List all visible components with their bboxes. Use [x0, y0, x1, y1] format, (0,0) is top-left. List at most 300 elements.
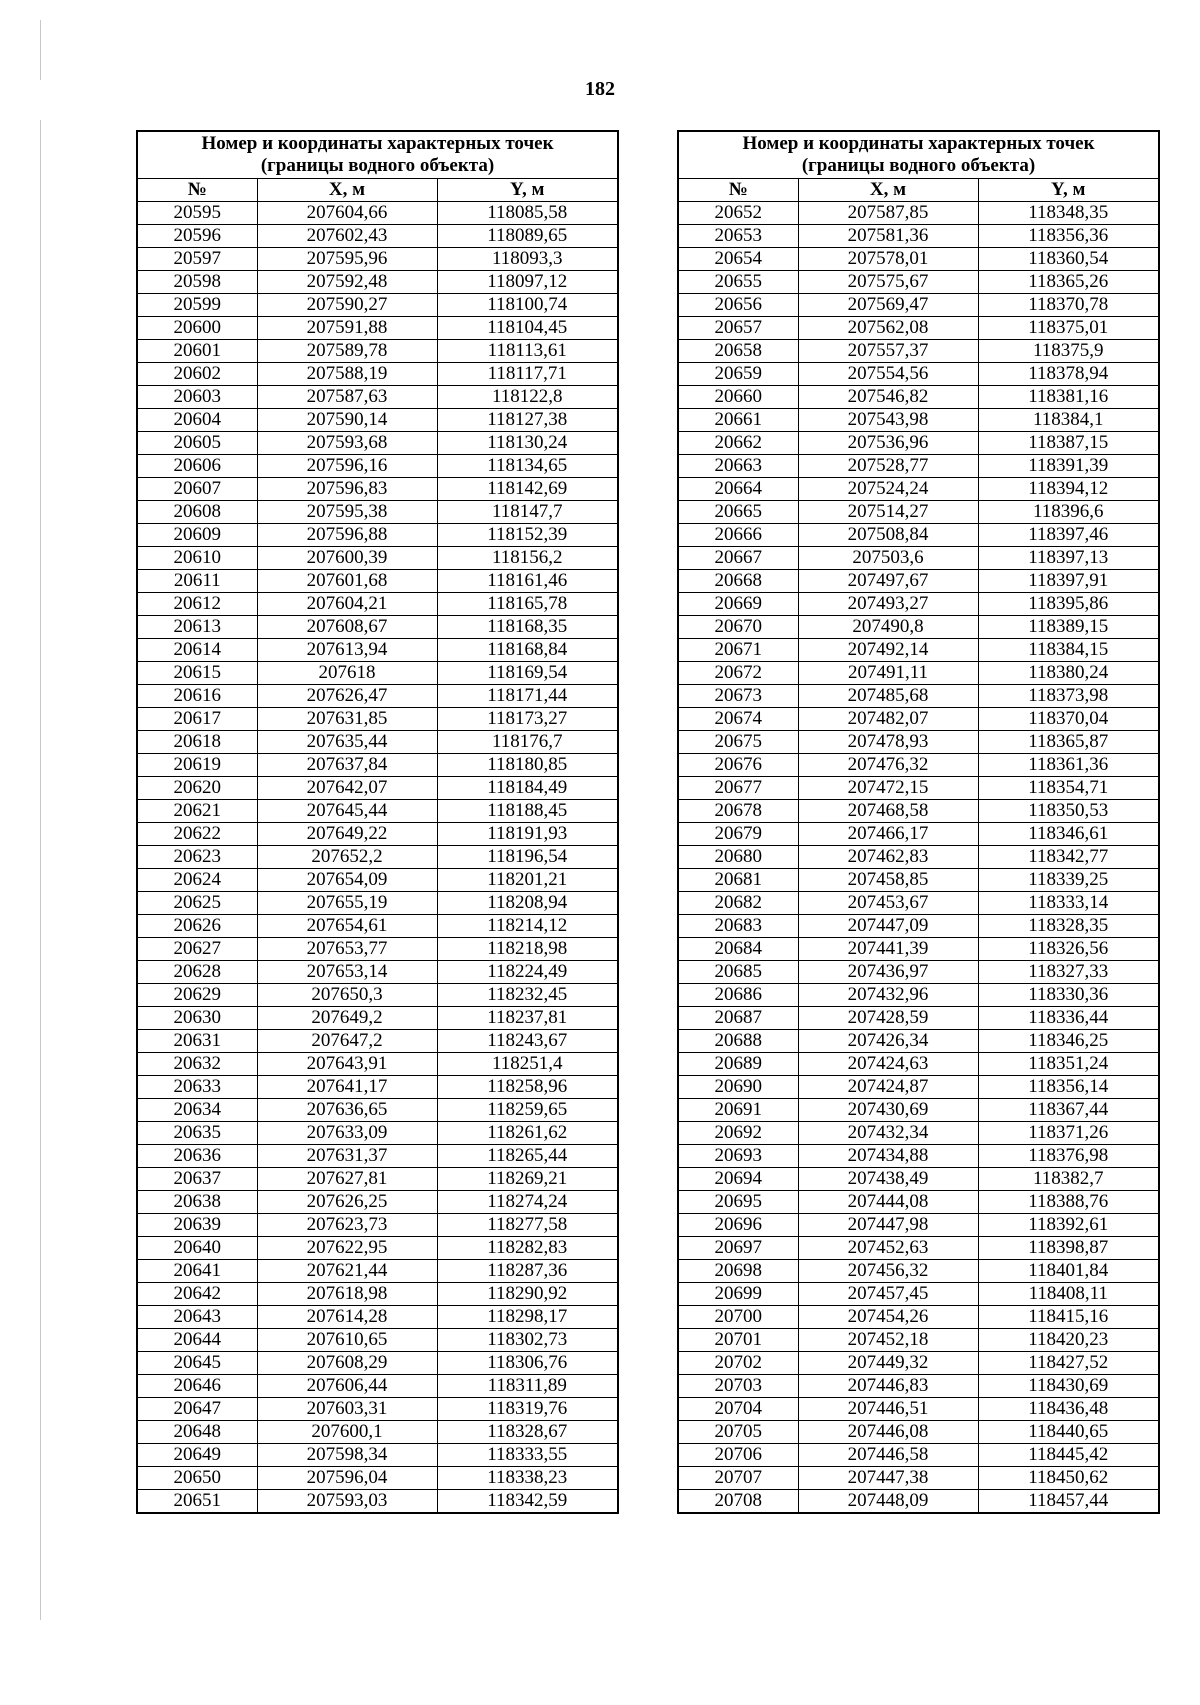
cell-y: 118176,7 — [437, 731, 618, 754]
cell-x: 207457,45 — [798, 1283, 978, 1306]
table-row — [678, 202, 1159, 225]
table-row — [137, 754, 618, 777]
cell-number: 20685 — [678, 961, 798, 984]
cell-number: 20699 — [678, 1283, 798, 1306]
cell-y: 118328,35 — [978, 915, 1159, 938]
table-row — [678, 777, 1159, 800]
cell-number: 20605 — [137, 432, 257, 455]
table-row — [678, 1306, 1159, 1329]
cell-number: 20612 — [137, 593, 257, 616]
cell-y: 118208,94 — [437, 892, 618, 915]
table-row — [137, 869, 618, 892]
table-row — [678, 294, 1159, 317]
cell-y: 118365,26 — [978, 271, 1159, 294]
cell-x: 207642,07 — [257, 777, 437, 800]
table-row — [678, 1168, 1159, 1191]
cell-x: 207596,88 — [257, 524, 437, 547]
table-row — [678, 271, 1159, 294]
cell-y: 118258,96 — [437, 1076, 618, 1099]
cell-y: 118389,15 — [978, 616, 1159, 639]
cell-number: 20672 — [678, 662, 798, 685]
cell-x: 207647,2 — [257, 1030, 437, 1053]
table-row — [137, 1168, 618, 1191]
cell-y: 118113,61 — [437, 340, 618, 363]
cell-x: 207446,51 — [798, 1398, 978, 1421]
table-row — [678, 225, 1159, 248]
cell-number: 20628 — [137, 961, 257, 984]
cell-y: 118265,44 — [437, 1145, 618, 1168]
cell-x: 207654,09 — [257, 869, 437, 892]
cell-y: 118261,62 — [437, 1122, 618, 1145]
cell-x: 207514,27 — [798, 501, 978, 524]
cell-y: 118100,74 — [437, 294, 618, 317]
coordinates-table-left — [136, 130, 619, 1514]
table-row — [678, 409, 1159, 432]
cell-number: 20687 — [678, 1007, 798, 1030]
cell-y: 118134,65 — [437, 455, 618, 478]
caption-line-1: Номер и координаты характерных точек — [201, 133, 554, 154]
table-row — [678, 1145, 1159, 1168]
cell-number: 20657 — [678, 317, 798, 340]
cell-number: 20693 — [678, 1145, 798, 1168]
cell-number: 20639 — [137, 1214, 257, 1237]
table-row — [678, 846, 1159, 869]
table-row — [137, 340, 618, 363]
cell-y: 118180,85 — [437, 754, 618, 777]
cell-number: 20634 — [137, 1099, 257, 1122]
table-row — [678, 317, 1159, 340]
table-row — [137, 1191, 618, 1214]
cell-x: 207458,85 — [798, 869, 978, 892]
cell-x: 207430,69 — [798, 1099, 978, 1122]
column-header-x: X, м — [257, 179, 437, 202]
cell-number: 20632 — [137, 1053, 257, 1076]
table-row — [137, 800, 618, 823]
cell-y: 118302,73 — [437, 1329, 618, 1352]
cell-x: 207546,82 — [798, 386, 978, 409]
table-row — [678, 432, 1159, 455]
table-row — [678, 478, 1159, 501]
cell-y: 118232,45 — [437, 984, 618, 1007]
cell-number: 20597 — [137, 248, 257, 271]
table-row — [678, 1375, 1159, 1398]
cell-y: 118188,45 — [437, 800, 618, 823]
cell-y: 118378,94 — [978, 363, 1159, 386]
cell-x: 207641,17 — [257, 1076, 437, 1099]
cell-x: 207600,39 — [257, 547, 437, 570]
cell-number: 20619 — [137, 754, 257, 777]
cell-y: 118142,69 — [437, 478, 618, 501]
table-body — [678, 202, 1159, 1514]
cell-y: 118328,67 — [437, 1421, 618, 1444]
cell-number: 20621 — [137, 800, 257, 823]
table-row — [678, 1191, 1159, 1214]
table-row — [137, 1306, 618, 1329]
cell-y: 118373,98 — [978, 685, 1159, 708]
cell-y: 118375,01 — [978, 317, 1159, 340]
cell-x: 207441,39 — [798, 938, 978, 961]
page-number: 182 — [585, 78, 615, 100]
table-row — [678, 616, 1159, 639]
cell-y: 118330,36 — [978, 984, 1159, 1007]
cell-number: 20623 — [137, 846, 257, 869]
cell-y: 118365,87 — [978, 731, 1159, 754]
table-row — [137, 938, 618, 961]
cell-x: 207608,67 — [257, 616, 437, 639]
cell-y: 118376,98 — [978, 1145, 1159, 1168]
cell-y: 118392,61 — [978, 1214, 1159, 1237]
cell-y: 118117,71 — [437, 363, 618, 386]
cell-y: 118427,52 — [978, 1352, 1159, 1375]
table-row — [137, 248, 618, 271]
cell-x: 207446,58 — [798, 1444, 978, 1467]
cell-x: 207536,96 — [798, 432, 978, 455]
table-row — [137, 1122, 618, 1145]
column-header-y: Y, м — [437, 179, 618, 202]
cell-number: 20647 — [137, 1398, 257, 1421]
cell-x: 207604,21 — [257, 593, 437, 616]
table-body — [137, 202, 618, 1514]
cell-y: 118147,7 — [437, 501, 618, 524]
cell-number: 20689 — [678, 1053, 798, 1076]
cell-x: 207587,63 — [257, 386, 437, 409]
cell-y: 118290,92 — [437, 1283, 618, 1306]
cell-number: 20649 — [137, 1444, 257, 1467]
cell-number: 20659 — [678, 363, 798, 386]
cell-number: 20599 — [137, 294, 257, 317]
cell-y: 118152,39 — [437, 524, 618, 547]
cell-y: 118089,65 — [437, 225, 618, 248]
cell-y: 118338,23 — [437, 1467, 618, 1490]
cell-y: 118391,39 — [978, 455, 1159, 478]
cell-number: 20607 — [137, 478, 257, 501]
table-row — [137, 777, 618, 800]
cell-y: 118085,58 — [437, 202, 618, 225]
cell-number: 20645 — [137, 1352, 257, 1375]
cell-number: 20707 — [678, 1467, 798, 1490]
table-row — [678, 1467, 1159, 1490]
cell-x: 207589,78 — [257, 340, 437, 363]
cell-number: 20705 — [678, 1421, 798, 1444]
cell-x: 207653,77 — [257, 938, 437, 961]
cell-x: 207650,3 — [257, 984, 437, 1007]
cell-y: 118348,35 — [978, 202, 1159, 225]
cell-x: 207454,26 — [798, 1306, 978, 1329]
cell-y: 118408,11 — [978, 1283, 1159, 1306]
cell-x: 207432,96 — [798, 984, 978, 1007]
table-row — [678, 800, 1159, 823]
cell-number: 20677 — [678, 777, 798, 800]
cell-x: 207436,97 — [798, 961, 978, 984]
table-row — [137, 616, 618, 639]
cell-x: 207485,68 — [798, 685, 978, 708]
cell-x: 207452,63 — [798, 1237, 978, 1260]
table-row — [678, 1076, 1159, 1099]
table-row — [137, 708, 618, 731]
cell-number: 20640 — [137, 1237, 257, 1260]
cell-x: 207446,08 — [798, 1421, 978, 1444]
cell-number: 20614 — [137, 639, 257, 662]
table-row — [137, 386, 618, 409]
cell-number: 20606 — [137, 455, 257, 478]
cell-x: 207447,98 — [798, 1214, 978, 1237]
table-row — [678, 1444, 1159, 1467]
cell-y: 118161,46 — [437, 570, 618, 593]
cell-x: 207554,56 — [798, 363, 978, 386]
cell-x: 207595,38 — [257, 501, 437, 524]
cell-x: 207575,67 — [798, 271, 978, 294]
cell-number: 20631 — [137, 1030, 257, 1053]
cell-y: 118168,84 — [437, 639, 618, 662]
cell-number: 20604 — [137, 409, 257, 432]
table-row — [678, 685, 1159, 708]
table-row — [137, 1260, 618, 1283]
table-row — [678, 892, 1159, 915]
cell-y: 118350,53 — [978, 800, 1159, 823]
table-row — [678, 708, 1159, 731]
coordinates-table-right — [677, 130, 1160, 1514]
cell-number: 20676 — [678, 754, 798, 777]
table-row — [137, 1375, 618, 1398]
cell-number: 20658 — [678, 340, 798, 363]
table-row — [678, 1237, 1159, 1260]
cell-number: 20600 — [137, 317, 257, 340]
table-row — [678, 455, 1159, 478]
table-row — [678, 1490, 1159, 1514]
cell-number: 20698 — [678, 1260, 798, 1283]
table-row — [137, 1145, 618, 1168]
cell-number: 20608 — [137, 501, 257, 524]
caption-line-2: (границы водного объекта) — [801, 155, 1036, 176]
cell-number: 20688 — [678, 1030, 798, 1053]
cell-number: 20669 — [678, 593, 798, 616]
cell-y: 118237,81 — [437, 1007, 618, 1030]
cell-x: 207608,29 — [257, 1352, 437, 1375]
table-row — [678, 1053, 1159, 1076]
cell-y: 118371,26 — [978, 1122, 1159, 1145]
cell-number: 20622 — [137, 823, 257, 846]
table-row — [137, 1076, 618, 1099]
cell-number: 20682 — [678, 892, 798, 915]
cell-number: 20661 — [678, 409, 798, 432]
table-row — [137, 846, 618, 869]
cell-x: 207424,63 — [798, 1053, 978, 1076]
table-row — [137, 455, 618, 478]
cell-number: 20613 — [137, 616, 257, 639]
cell-number: 20627 — [137, 938, 257, 961]
cell-y: 118327,33 — [978, 961, 1159, 984]
cell-y: 118277,58 — [437, 1214, 618, 1237]
cell-y: 118298,17 — [437, 1306, 618, 1329]
cell-x: 207631,85 — [257, 708, 437, 731]
cell-number: 20602 — [137, 363, 257, 386]
cell-x: 207592,48 — [257, 271, 437, 294]
cell-number: 20700 — [678, 1306, 798, 1329]
cell-number: 20652 — [678, 202, 798, 225]
cell-number: 20695 — [678, 1191, 798, 1214]
cell-x: 207578,01 — [798, 248, 978, 271]
cell-number: 20667 — [678, 547, 798, 570]
table-row — [137, 1030, 618, 1053]
cell-number: 20615 — [137, 662, 257, 685]
table-row — [678, 731, 1159, 754]
column-header-x: X, м — [798, 179, 978, 202]
cell-x: 207652,2 — [257, 846, 437, 869]
cell-x: 207476,32 — [798, 754, 978, 777]
cell-y: 118130,24 — [437, 432, 618, 455]
table-row — [137, 1214, 618, 1237]
cell-number: 20701 — [678, 1329, 798, 1352]
cell-x: 207631,37 — [257, 1145, 437, 1168]
table-row — [137, 271, 618, 294]
cell-number: 20690 — [678, 1076, 798, 1099]
cell-x: 207432,34 — [798, 1122, 978, 1145]
cell-x: 207448,09 — [798, 1490, 978, 1514]
cell-x: 207618 — [257, 662, 437, 685]
caption-line-2: (границы водного объекта) — [260, 155, 495, 176]
cell-y: 118251,4 — [437, 1053, 618, 1076]
cell-number: 20671 — [678, 639, 798, 662]
cell-number: 20663 — [678, 455, 798, 478]
column-header-number: № — [678, 179, 798, 202]
table-row — [137, 570, 618, 593]
cell-y: 118342,77 — [978, 846, 1159, 869]
cell-x: 207446,83 — [798, 1375, 978, 1398]
table-row — [678, 938, 1159, 961]
cell-x: 207590,14 — [257, 409, 437, 432]
cell-x: 207444,08 — [798, 1191, 978, 1214]
cell-number: 20673 — [678, 685, 798, 708]
cell-number: 20702 — [678, 1352, 798, 1375]
cell-x: 207653,14 — [257, 961, 437, 984]
cell-number: 20651 — [137, 1490, 257, 1514]
cell-x: 207596,04 — [257, 1467, 437, 1490]
cell-x: 207434,88 — [798, 1145, 978, 1168]
table-row — [678, 1421, 1159, 1444]
cell-number: 20678 — [678, 800, 798, 823]
table-row — [137, 1099, 618, 1122]
table-row — [678, 547, 1159, 570]
cell-y: 118445,42 — [978, 1444, 1159, 1467]
cell-number: 20670 — [678, 616, 798, 639]
cell-y: 118346,61 — [978, 823, 1159, 846]
table-row — [137, 478, 618, 501]
cell-y: 118156,2 — [437, 547, 618, 570]
cell-y: 118122,8 — [437, 386, 618, 409]
cell-x: 207603,31 — [257, 1398, 437, 1421]
cell-number: 20620 — [137, 777, 257, 800]
table-row — [137, 294, 618, 317]
cell-y: 118196,54 — [437, 846, 618, 869]
table-row — [137, 892, 618, 915]
table-row — [137, 409, 618, 432]
cell-x: 207596,83 — [257, 478, 437, 501]
cell-x: 207626,47 — [257, 685, 437, 708]
cell-x: 207645,44 — [257, 800, 437, 823]
cell-y: 118384,1 — [978, 409, 1159, 432]
cell-x: 207524,24 — [798, 478, 978, 501]
cell-number: 20630 — [137, 1007, 257, 1030]
cell-number: 20655 — [678, 271, 798, 294]
cell-y: 118436,48 — [978, 1398, 1159, 1421]
table-row — [678, 662, 1159, 685]
cell-y: 118165,78 — [437, 593, 618, 616]
cell-x: 207428,59 — [798, 1007, 978, 1030]
cell-number: 20680 — [678, 846, 798, 869]
table-row — [678, 639, 1159, 662]
cell-y: 118401,84 — [978, 1260, 1159, 1283]
column-header-number: № — [137, 179, 257, 202]
table-row — [137, 1398, 618, 1421]
table-row — [137, 1352, 618, 1375]
table-row — [678, 1329, 1159, 1352]
cell-x: 207482,07 — [798, 708, 978, 731]
cell-y: 118420,23 — [978, 1329, 1159, 1352]
cell-x: 207604,66 — [257, 202, 437, 225]
cell-y: 118287,36 — [437, 1260, 618, 1283]
cell-number: 20679 — [678, 823, 798, 846]
cell-x: 207613,94 — [257, 639, 437, 662]
cell-x: 207581,36 — [798, 225, 978, 248]
column-header-y: Y, м — [978, 179, 1159, 202]
cell-x: 207637,84 — [257, 754, 437, 777]
cell-x: 207601,68 — [257, 570, 437, 593]
cell-y: 118394,12 — [978, 478, 1159, 501]
cell-y: 118191,93 — [437, 823, 618, 846]
table-row — [137, 317, 618, 340]
table-row — [678, 1260, 1159, 1283]
table-row — [137, 432, 618, 455]
cell-number: 20683 — [678, 915, 798, 938]
table-row — [678, 363, 1159, 386]
table-row — [137, 202, 618, 225]
cell-y: 118173,27 — [437, 708, 618, 731]
table-row — [678, 248, 1159, 271]
cell-y: 118367,44 — [978, 1099, 1159, 1122]
cell-number: 20598 — [137, 271, 257, 294]
cell-y: 118093,3 — [437, 248, 618, 271]
scan-edge-mark — [40, 120, 41, 1620]
cell-x: 207453,67 — [798, 892, 978, 915]
cell-x: 207598,34 — [257, 1444, 437, 1467]
cell-y: 118356,36 — [978, 225, 1159, 248]
table-row — [678, 1030, 1159, 1053]
cell-y: 118097,12 — [437, 271, 618, 294]
cell-y: 118171,44 — [437, 685, 618, 708]
cell-number: 20625 — [137, 892, 257, 915]
cell-x: 207636,65 — [257, 1099, 437, 1122]
cell-y: 118214,12 — [437, 915, 618, 938]
cell-number: 20668 — [678, 570, 798, 593]
cell-x: 207478,93 — [798, 731, 978, 754]
cell-y: 118243,67 — [437, 1030, 618, 1053]
cell-number: 20635 — [137, 1122, 257, 1145]
cell-x: 207621,44 — [257, 1260, 437, 1283]
cell-number: 20660 — [678, 386, 798, 409]
cell-number: 20629 — [137, 984, 257, 1007]
table-row — [678, 1398, 1159, 1421]
cell-y: 118397,91 — [978, 570, 1159, 593]
cell-x: 207424,87 — [798, 1076, 978, 1099]
cell-number: 20636 — [137, 1145, 257, 1168]
cell-number: 20704 — [678, 1398, 798, 1421]
table-row — [137, 1237, 618, 1260]
cell-x: 207649,2 — [257, 1007, 437, 1030]
cell-x: 207622,95 — [257, 1237, 437, 1260]
table-row — [137, 1467, 618, 1490]
table-row — [137, 593, 618, 616]
table-row — [678, 524, 1159, 547]
